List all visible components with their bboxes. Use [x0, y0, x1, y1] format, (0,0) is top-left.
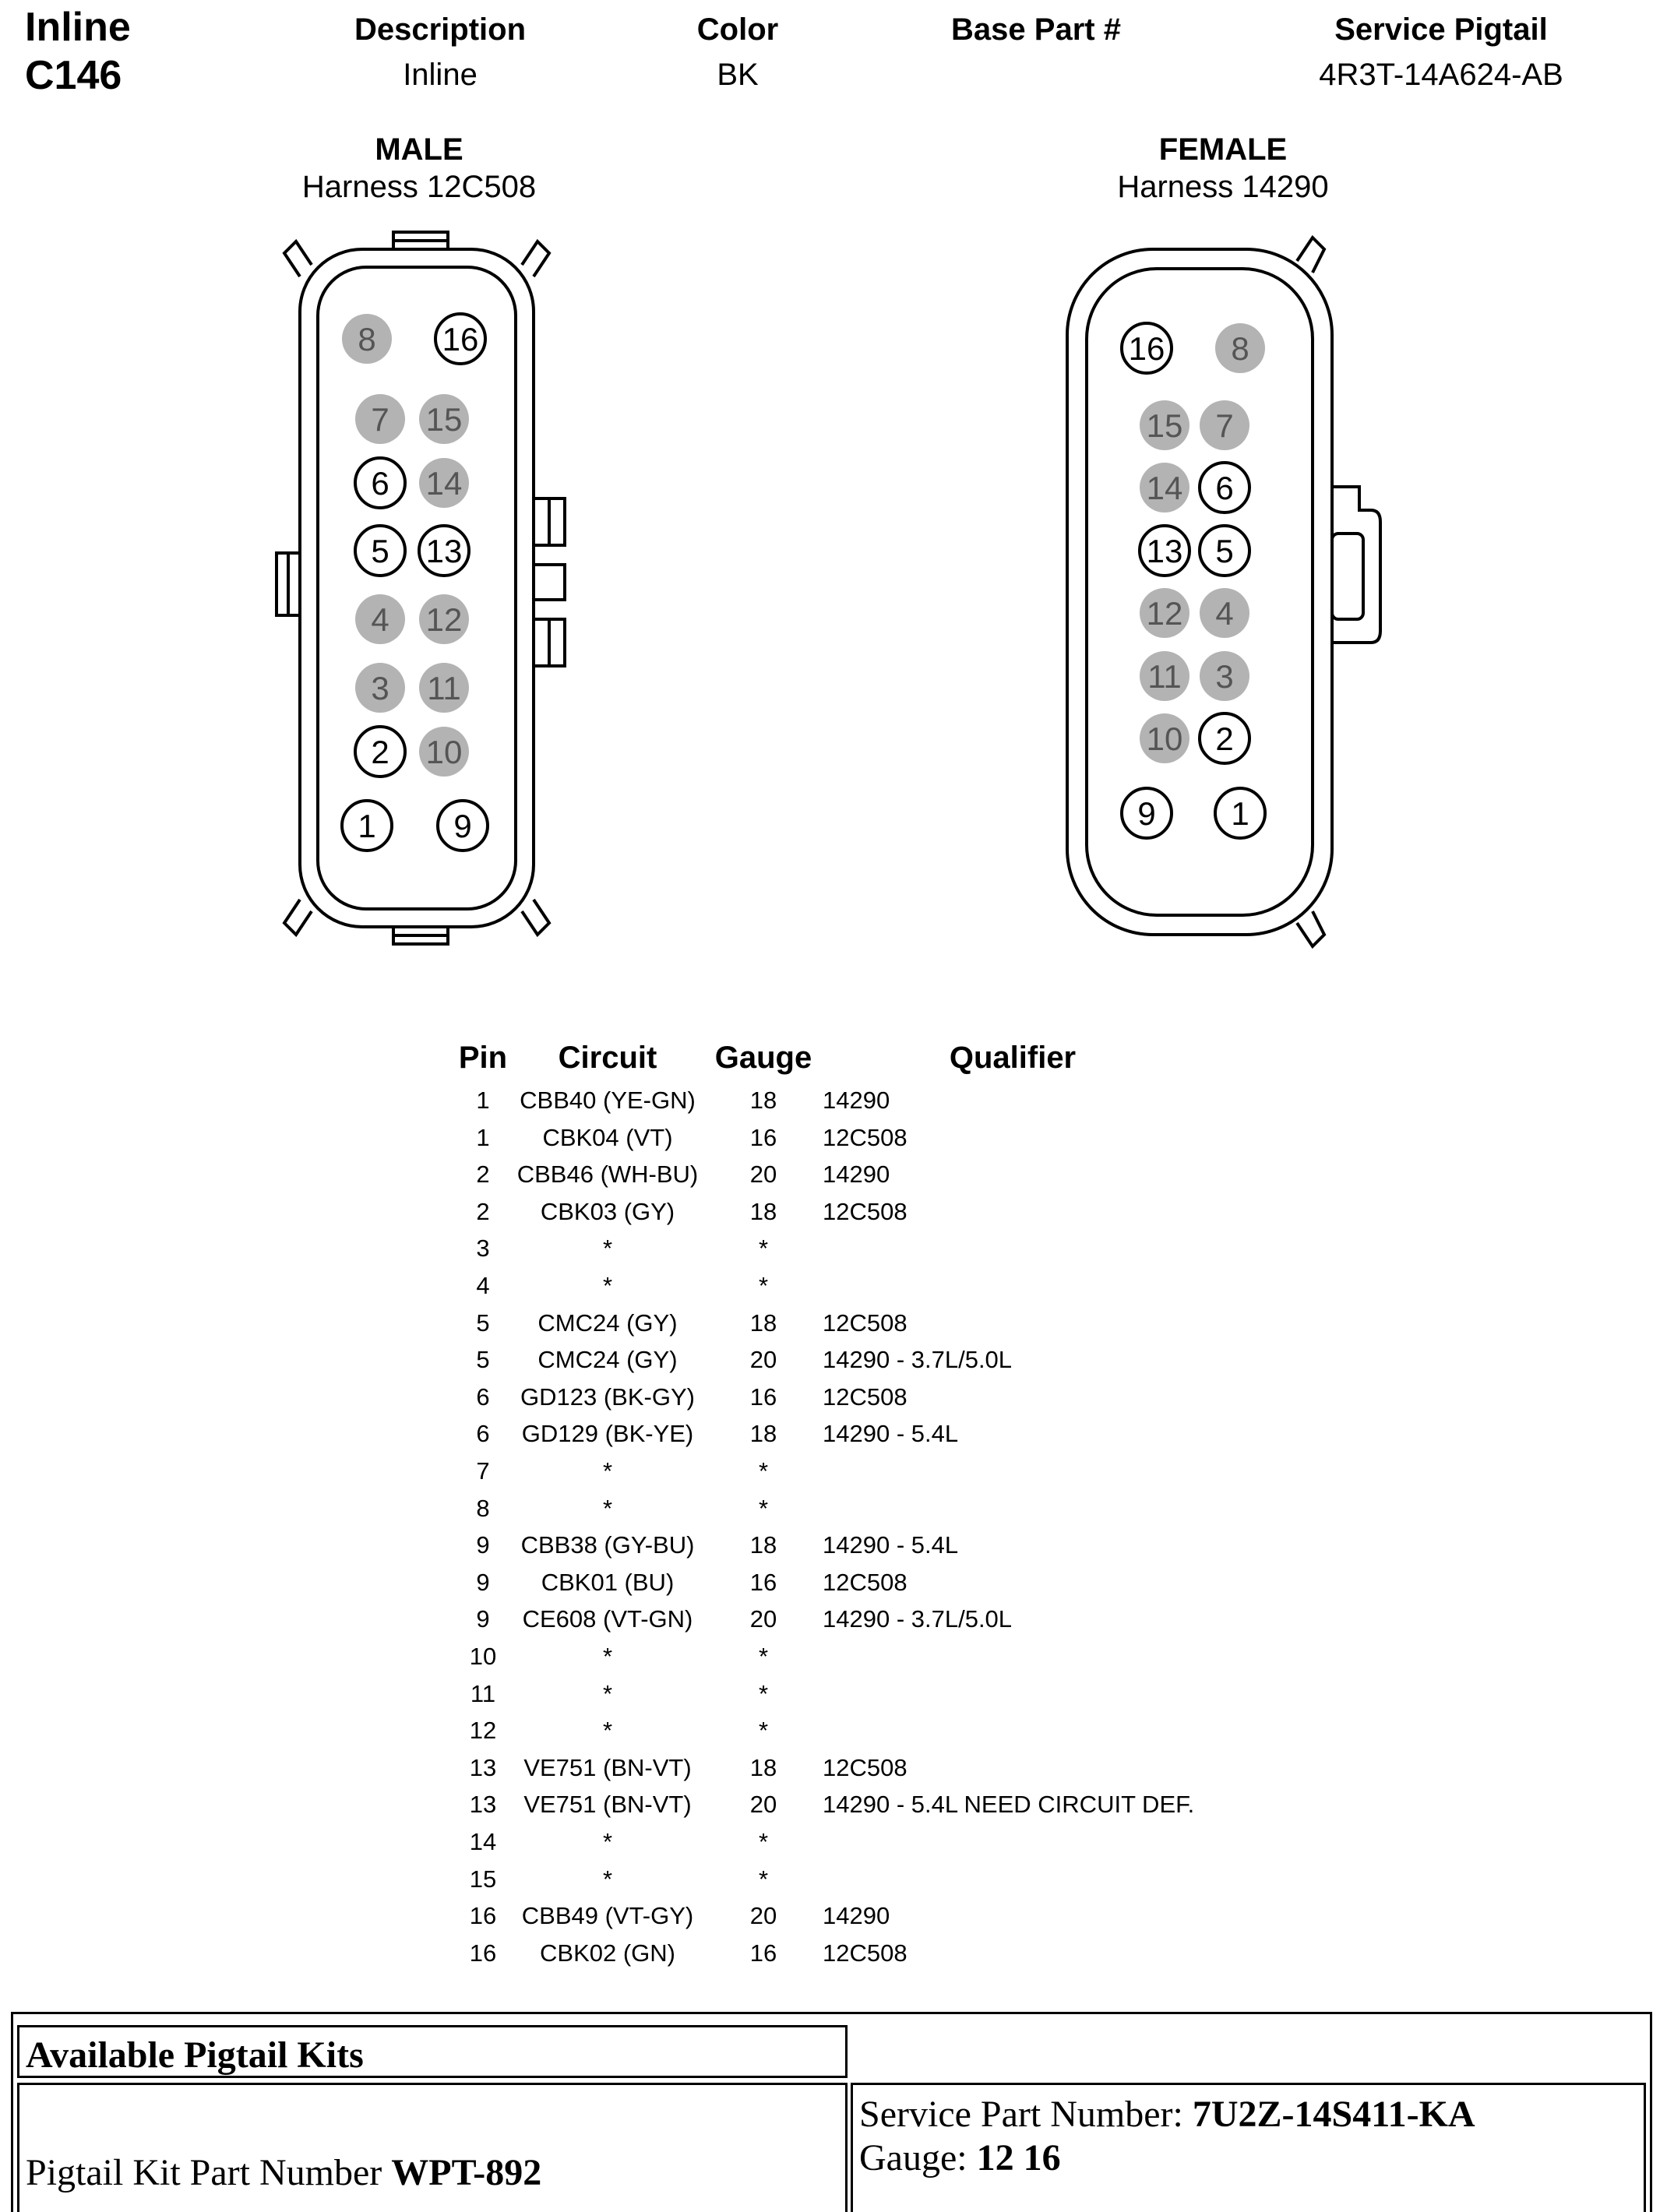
cell-pin: 11	[470, 1679, 496, 1707]
table-row	[0, 1717, 1667, 1753]
cell-pin: 7	[476, 1457, 490, 1485]
col-header-qualifier: Qualifier	[949, 1041, 1077, 1075]
service-pigtail-value: 4R3T-14A624-AB	[1319, 58, 1563, 92]
cell-gauge: 20	[749, 1605, 777, 1633]
connector-type: Inline	[25, 5, 131, 50]
male-pin-label: 16	[442, 321, 479, 358]
female-pin-label: 14	[1146, 470, 1183, 506]
cell-circuit: *	[602, 1828, 613, 1855]
color-value: BK	[717, 58, 759, 92]
male-pin-16	[435, 314, 485, 364]
female-pin-label: 4	[1215, 595, 1234, 632]
female-pin-label: 8	[1231, 330, 1249, 367]
male-pin-14	[419, 458, 469, 508]
table-row	[0, 1828, 1667, 1865]
female-pin-label: 15	[1146, 407, 1183, 444]
pin-table	[0, 1087, 1667, 1974]
table-row	[0, 1383, 1667, 1420]
kit-part-label: Pigtail Kit Part Number	[26, 2152, 392, 2193]
kit-part-number	[26, 2151, 541, 2194]
table-row	[0, 1680, 1667, 1717]
male-pin-4	[355, 594, 405, 644]
cell-qualifier: 12C508	[823, 1753, 908, 1781]
cell-circuit: *	[602, 1643, 613, 1670]
male-pin-array	[342, 314, 488, 851]
female-pin-7	[1200, 400, 1249, 450]
cell-pin: 5	[476, 1346, 490, 1374]
cell-gauge: 20	[749, 1161, 777, 1189]
male-pin-11	[419, 663, 469, 713]
female-pin-array	[1122, 323, 1265, 838]
cell-qualifier: 12C508	[823, 1309, 908, 1337]
cell-circuit: *	[602, 1235, 613, 1263]
kit-part-value: WPT-892	[391, 2152, 542, 2193]
cell-qualifier: 14290	[823, 1902, 890, 1930]
female-pin-label: 13	[1146, 533, 1183, 569]
cell-gauge: 18	[749, 1309, 777, 1337]
male-pin-label: 9	[453, 808, 472, 844]
male-pin-label: 14	[425, 465, 463, 502]
female-connector-diagram	[1044, 226, 1387, 966]
cell-pin: 2	[476, 1161, 490, 1189]
cell-gauge: 16	[749, 1123, 777, 1151]
cell-qualifier: 14290	[823, 1087, 890, 1114]
cell-circuit: GD123 (BK-GY)	[520, 1382, 695, 1411]
male-pin-10	[419, 727, 469, 777]
male-pin-label: 10	[425, 734, 463, 770]
female-pin-1	[1215, 788, 1265, 838]
female-pin-8	[1215, 323, 1265, 373]
cell-gauge: *	[758, 1865, 769, 1893]
cell-circuit: CMC24 (GY)	[537, 1309, 678, 1337]
cell-pin: 12	[469, 1717, 497, 1745]
cell-gauge: 20	[749, 1902, 777, 1930]
cell-qualifier: 14290 - 5.4L NEED CIRCUIT DEF.	[823, 1791, 1195, 1819]
cell-pin: 16	[469, 1939, 497, 1967]
table-row	[0, 1124, 1667, 1161]
cell-pin: 6	[476, 1382, 490, 1411]
cell-pin: 9	[476, 1568, 490, 1596]
female-pin-11	[1140, 651, 1189, 701]
col-header-pin: Pin	[458, 1041, 508, 1075]
female-title: FEMALE	[1158, 132, 1288, 167]
cell-pin: 9	[476, 1605, 490, 1633]
male-pin-label: 11	[427, 670, 461, 706]
cell-circuit: *	[602, 1717, 613, 1745]
cell-qualifier: 12C508	[823, 1123, 908, 1151]
cell-pin: 2	[476, 1197, 490, 1225]
male-connector-diagram	[257, 218, 584, 958]
cell-circuit: CBK04 (VT)	[542, 1123, 673, 1151]
male-pin-label: 6	[371, 465, 389, 502]
gauge-value: 12 16	[976, 2137, 1061, 2179]
cell-circuit: *	[602, 1679, 613, 1707]
cell-circuit: CE608 (VT-GN)	[522, 1605, 693, 1633]
male-connector-housing	[277, 232, 565, 944]
cell-pin: 13	[469, 1791, 497, 1819]
male-pin-7	[355, 394, 405, 444]
male-pin-label: 12	[425, 601, 463, 638]
cell-gauge: *	[758, 1272, 769, 1299]
cell-circuit: CBK03 (GY)	[540, 1197, 675, 1225]
male-pin-label: 3	[371, 670, 389, 706]
cell-circuit: GD129 (BK-YE)	[521, 1420, 694, 1448]
cell-gauge: *	[758, 1717, 769, 1745]
male-pin-5	[355, 526, 405, 576]
table-row	[0, 1457, 1667, 1494]
female-pin-3	[1200, 651, 1249, 701]
male-pin-9	[438, 801, 488, 851]
cell-pin: 6	[476, 1420, 490, 1448]
cell-gauge: *	[758, 1828, 769, 1855]
male-pin-2	[355, 727, 405, 777]
cell-pin: 1	[476, 1087, 490, 1114]
cell-qualifier: 14290 - 3.7L/5.0L	[823, 1346, 1013, 1374]
cell-gauge: 20	[749, 1791, 777, 1819]
cell-circuit: *	[602, 1865, 613, 1893]
cell-gauge: 18	[749, 1197, 777, 1225]
cell-qualifier: 12C508	[823, 1382, 908, 1411]
cell-qualifier: 12C508	[823, 1939, 908, 1967]
cell-qualifier: 12C508	[823, 1568, 908, 1596]
female-pin-label: 1	[1231, 795, 1249, 832]
cell-circuit: *	[602, 1272, 613, 1299]
female-pin-label: 3	[1215, 658, 1234, 695]
cell-circuit: CBB38 (GY-BU)	[520, 1531, 695, 1559]
cell-pin: 8	[476, 1494, 490, 1522]
table-row	[0, 1902, 1667, 1939]
female-pin-label: 11	[1147, 658, 1182, 695]
female-pin-2	[1200, 713, 1249, 763]
female-pin-label: 16	[1128, 330, 1165, 367]
table-row	[0, 1420, 1667, 1456]
table-row	[0, 1087, 1667, 1123]
cell-gauge: 16	[749, 1382, 777, 1411]
cell-pin: 14	[469, 1828, 497, 1855]
cell-qualifier: 12C508	[823, 1197, 908, 1225]
cell-gauge: 18	[749, 1087, 777, 1114]
kits-heading-cell	[17, 2025, 848, 2078]
cell-circuit: *	[602, 1457, 613, 1485]
female-pin-13	[1140, 526, 1189, 576]
cell-gauge: 16	[749, 1939, 777, 1967]
kit-part-cell	[17, 2083, 848, 2212]
male-pin-1	[342, 801, 392, 851]
cell-pin: 1	[476, 1123, 490, 1151]
cell-circuit: VE751 (BN-VT)	[523, 1753, 692, 1781]
table-row	[0, 1569, 1667, 1605]
service-part-info	[859, 2093, 1475, 2180]
female-pin-9	[1122, 788, 1172, 838]
female-pin-label: 9	[1137, 795, 1156, 832]
male-pin-3	[355, 663, 405, 713]
male-pin-label: 7	[371, 401, 389, 438]
service-pigtail-label: Service Pigtail	[1334, 12, 1548, 47]
cell-pin: 13	[469, 1753, 497, 1781]
cell-circuit: CMC24 (GY)	[537, 1346, 678, 1374]
male-pin-label: 5	[371, 533, 389, 569]
female-pin-5	[1200, 526, 1249, 576]
col-header-circuit: Circuit	[558, 1041, 657, 1075]
cell-circuit: CBK02 (GN)	[540, 1939, 675, 1967]
male-harness: Harness 12C508	[301, 170, 537, 204]
service-part-label: Service Part Number:	[859, 2094, 1193, 2135]
female-pin-4	[1200, 588, 1249, 638]
table-row	[0, 1309, 1667, 1346]
cell-circuit: CBK01 (BU)	[541, 1568, 675, 1596]
cell-gauge: *	[758, 1235, 769, 1263]
service-part-cell	[851, 2083, 1646, 2212]
description-value: Inline	[403, 58, 478, 92]
gauge-label: Gauge:	[859, 2137, 977, 2179]
cell-gauge: *	[758, 1679, 769, 1707]
cell-circuit: VE751 (BN-VT)	[523, 1791, 692, 1819]
table-row	[0, 1791, 1667, 1827]
cell-circuit: CBB49 (VT-GY)	[521, 1902, 694, 1930]
male-pin-label: 1	[358, 808, 376, 844]
base-part-label: Base Part #	[951, 12, 1121, 47]
connector-id: C146	[25, 53, 122, 98]
table-row	[0, 1605, 1667, 1642]
kits-heading: Available Pigtail Kits	[26, 2034, 364, 2076]
table-row	[0, 1235, 1667, 1271]
cell-circuit: *	[602, 1494, 613, 1522]
cell-pin: 10	[469, 1643, 497, 1670]
cell-circuit: CBB46 (WH-BU)	[516, 1161, 699, 1189]
male-pin-8	[342, 314, 392, 364]
male-pin-12	[419, 594, 469, 644]
female-pin-10	[1140, 713, 1189, 763]
cell-gauge: *	[758, 1457, 769, 1485]
table-row	[0, 1754, 1667, 1791]
male-pin-15	[419, 394, 469, 444]
cell-circuit: CBB40 (YE-GN)	[520, 1087, 696, 1114]
female-pin-12	[1140, 588, 1189, 638]
table-row	[0, 1346, 1667, 1382]
cell-qualifier: 14290 - 3.7L/5.0L	[823, 1605, 1013, 1633]
cell-gauge: 20	[749, 1346, 777, 1374]
female-pin-label: 5	[1215, 533, 1234, 569]
cell-qualifier: 14290	[823, 1161, 890, 1189]
color-label: Color	[696, 12, 779, 47]
male-pin-label: 15	[425, 401, 463, 438]
table-row	[0, 1531, 1667, 1568]
cell-qualifier: 14290 - 5.4L	[823, 1531, 959, 1559]
female-pin-label: 7	[1215, 407, 1234, 444]
female-pin-15	[1140, 400, 1189, 450]
female-pin-label: 6	[1215, 470, 1234, 506]
female-pin-label: 12	[1146, 595, 1183, 632]
male-pin-label: 8	[358, 321, 376, 358]
cell-pin: 4	[476, 1272, 490, 1299]
table-row	[0, 1495, 1667, 1531]
cell-gauge: 16	[749, 1568, 777, 1596]
cell-gauge: 18	[749, 1420, 777, 1448]
col-header-gauge: Gauge	[714, 1041, 812, 1075]
table-row	[0, 1939, 1667, 1976]
male-pin-13	[419, 526, 469, 576]
table-row	[0, 1198, 1667, 1235]
table-row	[0, 1161, 1667, 1197]
table-row	[0, 1272, 1667, 1309]
male-pin-label: 4	[371, 601, 389, 638]
female-pin-14	[1140, 463, 1189, 512]
female-pin-label: 2	[1215, 720, 1234, 757]
male-pin-label: 13	[425, 533, 463, 569]
cell-pin: 16	[469, 1902, 497, 1930]
cell-pin: 5	[476, 1309, 490, 1337]
cell-gauge: 18	[749, 1531, 777, 1559]
cell-pin: 9	[476, 1531, 490, 1559]
service-part-value: 7U2Z-14S411-KA	[1192, 2094, 1475, 2135]
female-pin-6	[1200, 463, 1249, 512]
cell-gauge: 18	[749, 1753, 777, 1781]
cell-gauge: *	[758, 1494, 769, 1522]
female-pin-label: 10	[1146, 720, 1183, 757]
description-label: Description	[354, 12, 527, 47]
table-row	[0, 1865, 1667, 1902]
male-pin-label: 2	[371, 734, 389, 770]
cell-qualifier: 14290 - 5.4L	[823, 1420, 959, 1448]
cell-pin: 15	[469, 1865, 497, 1893]
female-pin-16	[1122, 323, 1172, 373]
table-row	[0, 1643, 1667, 1679]
male-title: MALE	[375, 132, 463, 167]
male-pin-6	[355, 458, 405, 508]
female-harness: Harness 14290	[1117, 170, 1329, 204]
cell-pin: 3	[476, 1235, 490, 1263]
cell-gauge: *	[758, 1643, 769, 1670]
